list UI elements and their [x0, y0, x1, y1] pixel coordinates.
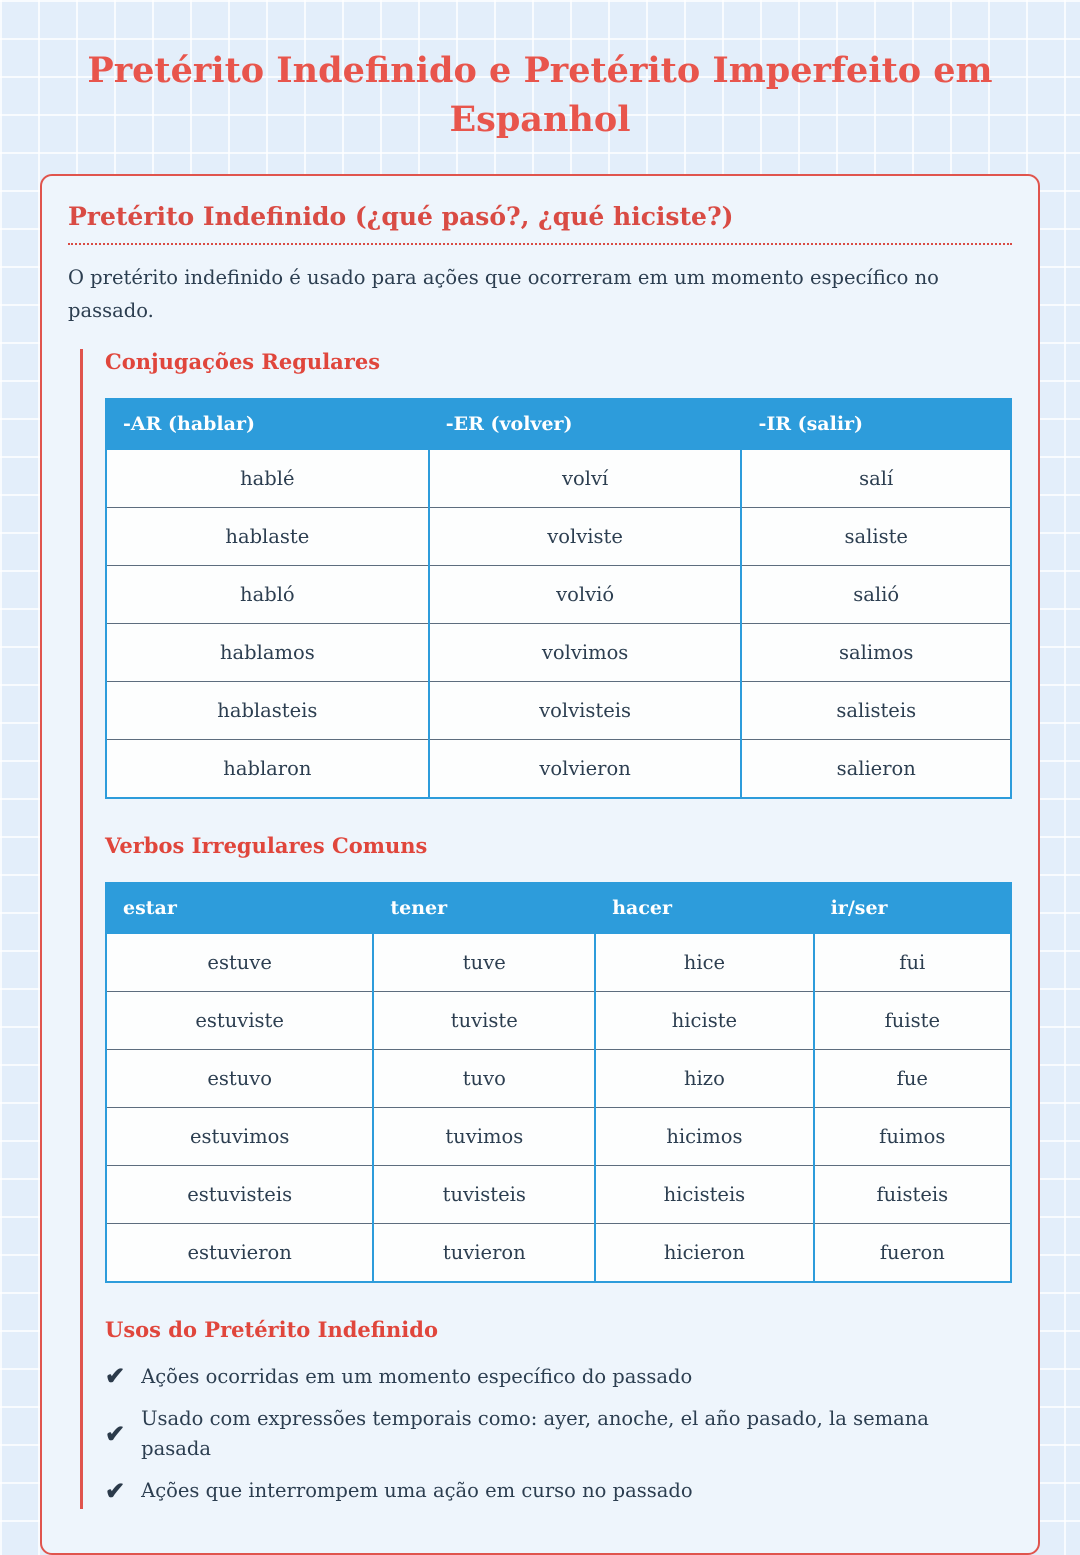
check-icon: ✔	[105, 1418, 126, 1448]
table-cell: estuvo	[106, 1050, 373, 1108]
table-cell: hablé	[106, 449, 429, 508]
table-row	[106, 508, 1011, 566]
table-cell: tuvieron	[373, 1224, 595, 1283]
usage-checklist	[105, 1358, 1012, 1509]
table-cell: fuimos	[814, 1108, 1011, 1166]
table-cell: fueron	[814, 1224, 1011, 1283]
table-cell: hablasteis	[106, 682, 429, 740]
table-row	[106, 933, 1011, 992]
checklist-item-text: Usado com expressões temporais como: ayer, anoche, el año pasado, la semana pasada	[141, 1407, 929, 1460]
table-header-cell: estar	[106, 883, 373, 933]
table-cell: volvió	[429, 566, 742, 624]
table-cell: hice	[595, 933, 813, 992]
table-cell: salisteis	[741, 682, 1011, 740]
table-cell: hicimos	[595, 1108, 813, 1166]
table-cell: saliste	[741, 508, 1011, 566]
table-row	[106, 1050, 1011, 1108]
table-cell: volvisteis	[429, 682, 742, 740]
table-header-cell: -ER (volver)	[429, 399, 742, 449]
content-card	[40, 174, 1040, 1555]
checklist-item	[105, 1358, 975, 1394]
table-row	[106, 682, 1011, 740]
table-cell: hablamos	[106, 624, 429, 682]
table-cell: tuvisteis	[373, 1166, 595, 1224]
section-body	[80, 349, 1012, 1509]
page-title: Pretérito Indefinido e Pretérito Imperfeito em Espanhol	[87, 50, 993, 140]
table-cell: hicisteis	[595, 1166, 813, 1224]
table-header-cell: -IR (salir)	[741, 399, 1011, 449]
checklist-item	[105, 1473, 975, 1509]
check-icon: ✔	[105, 1475, 126, 1505]
table-cell: hiciste	[595, 992, 813, 1050]
section-heading: Pretérito Indefinido (¿qué pasó?, ¿qué hiciste?)	[68, 202, 1012, 245]
checklist-item-text: Ações que interrompem uma ação em curso no passado	[141, 1479, 693, 1503]
irregular-verbs-table	[105, 882, 1012, 1283]
table-header-cell: tener	[373, 883, 595, 933]
table-cell: fuisteis	[814, 1166, 1011, 1224]
table-cell: salí	[741, 449, 1011, 508]
table-row	[106, 566, 1011, 624]
table-cell: volvimos	[429, 624, 742, 682]
table-cell: fuiste	[814, 992, 1011, 1050]
table-cell: estuviste	[106, 992, 373, 1050]
table-row	[106, 1166, 1011, 1224]
table-row	[106, 1224, 1011, 1283]
table-header-row	[106, 399, 1011, 449]
table-cell: estuvisteis	[106, 1166, 373, 1224]
table-cell: fue	[814, 1050, 1011, 1108]
check-icon: ✔	[105, 1361, 126, 1391]
subsection-heading-usos: Usos do Pretérito Indefinido	[105, 1317, 438, 1343]
table-cell: hizo	[595, 1050, 813, 1108]
checklist-item	[105, 1404, 975, 1463]
table-cell: estuve	[106, 933, 373, 992]
table-header-row	[106, 883, 1011, 933]
table-cell: volvieron	[429, 740, 742, 799]
table-cell: hablaron	[106, 740, 429, 799]
table-header-cell: -AR (hablar)	[106, 399, 429, 449]
table-row	[106, 624, 1011, 682]
table-cell: tuviste	[373, 992, 595, 1050]
table-cell: tuve	[373, 933, 595, 992]
subsection-heading-irregular: Verbos Irregulares Comuns	[105, 833, 428, 859]
table-cell: salió	[741, 566, 1011, 624]
table-cell: fui	[814, 933, 1011, 992]
table-header-cell: ir/ser	[814, 883, 1011, 933]
regular-conjugations-table	[105, 398, 1012, 799]
table-cell: estuvieron	[106, 1224, 373, 1283]
table-row	[106, 1108, 1011, 1166]
table-cell: hablaste	[106, 508, 429, 566]
table-cell: salimos	[741, 624, 1011, 682]
table-cell: salieron	[741, 740, 1011, 799]
table-cell: hicieron	[595, 1224, 813, 1283]
table-row	[106, 992, 1011, 1050]
table-cell: habló	[106, 566, 429, 624]
table-cell: volviste	[429, 508, 742, 566]
checklist-item-text: Ações ocorridas em um momento específico do passado	[141, 1364, 693, 1388]
table-row	[106, 449, 1011, 508]
section-intro: O pretérito indefinido é usado para ações que ocorreram em um momento específico no passado.	[68, 266, 939, 323]
subsection-heading-regular: Conjugações Regulares	[105, 349, 381, 375]
table-cell: tuvo	[373, 1050, 595, 1108]
table-row	[106, 740, 1011, 799]
table-header-cell: hacer	[595, 883, 813, 933]
table-cell: estuvimos	[106, 1108, 373, 1166]
table-cell: tuvimos	[373, 1108, 595, 1166]
table-cell: volví	[429, 449, 742, 508]
